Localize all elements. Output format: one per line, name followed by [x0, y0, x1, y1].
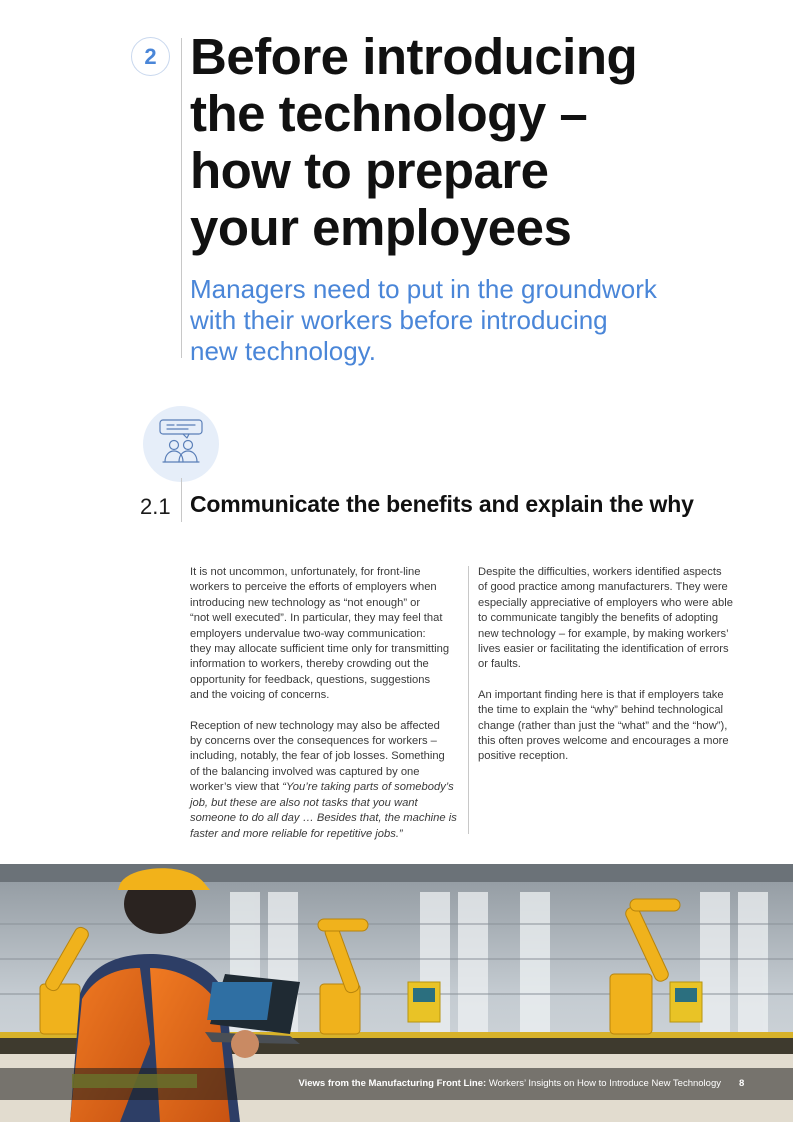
divider-line: [181, 38, 182, 358]
quote-lead: worker’s view that: [190, 781, 283, 794]
text-line: of good practice among manufacturers. They were: [478, 581, 728, 594]
text-line: Despite the difficulties, workers identified aspects: [478, 566, 722, 578]
text-line: including, notably, the fear of job losses. Something: [190, 750, 445, 763]
footer-running-title: [298, 1078, 721, 1089]
people-conversation-icon: [143, 406, 219, 482]
text-line: positive reception.: [478, 750, 569, 763]
chapter-number-badge: 2: [131, 37, 170, 76]
text-line: the time to explain the “why” behind technological: [478, 704, 724, 717]
text-line: introducing new technology as “not enough” or: [190, 596, 421, 609]
title-line: the technology –: [190, 85, 588, 142]
text-line: or faults.: [478, 658, 521, 671]
text-line: change (rather than just the “what” and the “how”),: [478, 719, 728, 732]
text-line: by concerns over the consequences for workers –: [190, 735, 437, 748]
subtitle-line: new technology.: [190, 336, 376, 366]
paragraph: [190, 719, 462, 842]
footer-subtitle: Workers’ Insights on How to Introduce New Technology: [486, 1078, 721, 1089]
text-line: “not well executed”. In particular, they may feel that: [190, 612, 443, 625]
text-line: workers to perceive the efforts of employers when: [190, 581, 437, 594]
text-line: they may allocate sufficient time only for transmitting: [190, 643, 450, 656]
text-line: this often proves welcome and encourages a more: [478, 735, 729, 748]
divider-line: [181, 478, 182, 522]
quote-text: is faster and more reliable for repetitive jobs.”: [190, 812, 457, 840]
text-line: It is not uncommon, unfortunately, for front-line: [190, 566, 421, 578]
text-line: and the voicing of concerns.: [190, 689, 330, 702]
paragraph: [190, 565, 462, 704]
section-title: Communicate the benefits and explain the why: [190, 491, 694, 517]
page-subtitle: [190, 274, 750, 367]
left-column: [190, 565, 462, 857]
title-line: Before introducing: [190, 28, 638, 85]
paragraph: [478, 688, 746, 765]
title-line: how to prepare: [190, 142, 549, 199]
quote-text: “You’re taking parts of somebody’s: [282, 781, 454, 794]
right-column: [478, 565, 746, 780]
text-line: lives easier or facilitating the identification of errors: [478, 643, 729, 656]
page-title: [190, 28, 750, 256]
text-line: information to workers, thereby crowding out the: [190, 658, 429, 671]
quote-text: job, but these are also not tasks that you want: [190, 796, 418, 809]
text-line: An important finding here is that if employers take: [478, 688, 724, 701]
page-number: 8: [739, 1078, 745, 1089]
text-line: to communicate tangibly the benefits of adopting: [478, 612, 719, 625]
text-line: especially appreciative of employers who were able: [478, 596, 733, 609]
paragraph: [478, 565, 746, 673]
text-line: of the balancing involved was captured by one: [190, 765, 420, 778]
text-line: opportunity for feedback, questions, suggestions: [190, 673, 431, 686]
section-number: 2.1: [140, 494, 171, 519]
text-line: [190, 780, 462, 795]
column-divider: [468, 566, 469, 834]
text-line: Reception of new technology may also be affected: [190, 719, 440, 732]
text-line: employers undervalue two-way communication:: [190, 627, 426, 640]
subtitle-line: with their workers before introducing: [190, 305, 608, 335]
text-line: new technology – for example, by making workers’: [478, 627, 729, 640]
footer-bold-title: Views from the Manufacturing Front Line:: [298, 1078, 487, 1089]
quote-text: someone to do all day … Besides that, the machine: [190, 812, 446, 825]
title-line: your employees: [190, 199, 572, 256]
subtitle-line: Managers need to put in the groundwork: [190, 274, 657, 304]
